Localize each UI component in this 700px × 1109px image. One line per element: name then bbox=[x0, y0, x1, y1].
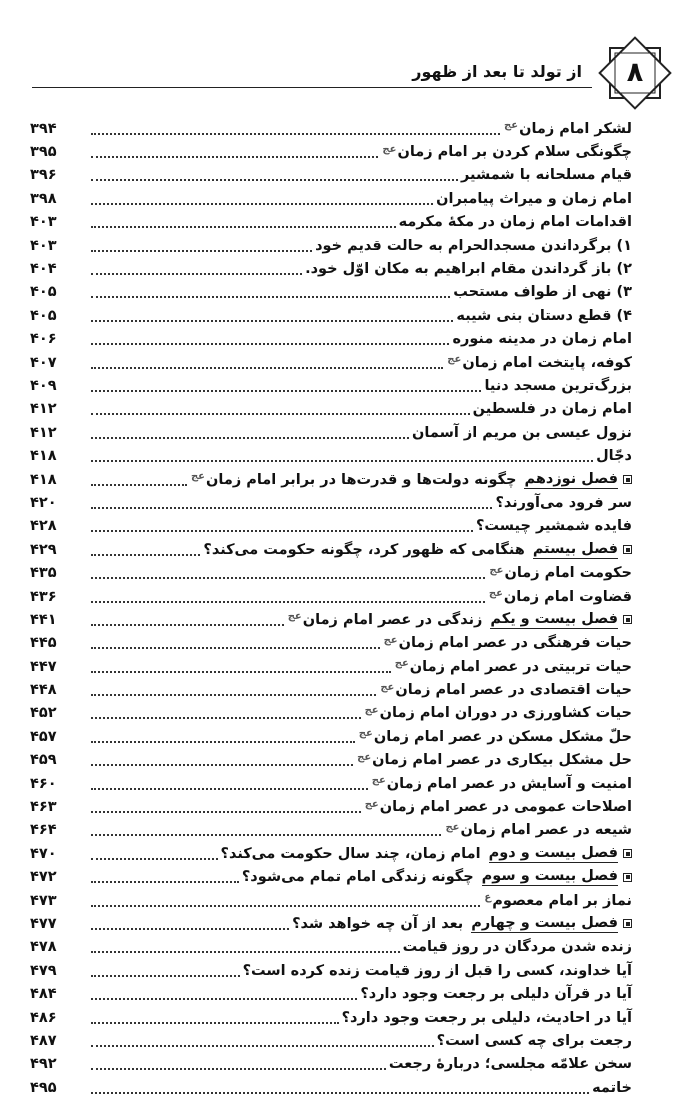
toc-row bbox=[30, 749, 632, 772]
toc-entry-title: حلّ مشکل مسکن در عصر امام زمان bbox=[373, 728, 632, 745]
toc-entry bbox=[292, 915, 632, 933]
dot-leader bbox=[91, 951, 400, 953]
toc-entry bbox=[488, 589, 632, 605]
honorific-mark: عج bbox=[357, 751, 372, 763]
toc-entry bbox=[484, 378, 632, 394]
honorific-mark: عج bbox=[445, 821, 460, 833]
toc-entry-title: امام زمان و میراث پیامبران bbox=[436, 190, 632, 207]
toc-row bbox=[30, 585, 632, 608]
toc-page-number: ۴۰۳ bbox=[30, 214, 57, 231]
toc-entry-title: سخن علامّه مجلسی؛ دربارهٔ رجعت bbox=[388, 1056, 632, 1073]
chapter-label: فصل نوزدهم bbox=[524, 470, 618, 487]
dot-leader bbox=[91, 133, 500, 135]
toc-entry-title: امام زمان در فلسطین bbox=[472, 401, 632, 418]
toc-page-number: ۳۹۴ bbox=[30, 120, 57, 137]
honorific-mark: عج bbox=[382, 143, 397, 155]
toc-entry bbox=[394, 659, 632, 675]
toc-page-number: ۴۱۸ bbox=[30, 448, 57, 465]
toc-entry-title: لشکر امام زمان bbox=[519, 120, 632, 137]
toc-entry bbox=[452, 331, 632, 347]
toc-entry-title: زنده شدن مردگان در روز قیامت bbox=[402, 939, 632, 956]
toc-entry bbox=[403, 939, 632, 955]
toc-chapter-row bbox=[30, 538, 632, 561]
toc-entry-title: رجعت برای چه کسی است؟ bbox=[436, 1032, 632, 1049]
toc-entry bbox=[383, 635, 632, 651]
page-header bbox=[0, 0, 700, 110]
honorific-mark: عج bbox=[504, 120, 519, 132]
toc-entry bbox=[437, 1033, 632, 1049]
honorific-mark: ع bbox=[484, 892, 492, 904]
toc-page-number: ۴۶۴ bbox=[30, 822, 57, 839]
toc-page-number: ۴۵۹ bbox=[30, 752, 57, 769]
toc-entry-title: ۲) باز گرداندن مقام ابراهیم به مکان اوّل خود. bbox=[305, 261, 632, 278]
toc-page-number: ۳۹۸ bbox=[30, 190, 57, 207]
toc-entry-title: نماز بر امام معصوم bbox=[492, 892, 632, 909]
dot-leader bbox=[91, 577, 485, 579]
toc-entry bbox=[436, 191, 632, 207]
chapter-label: فصل بیستم bbox=[532, 540, 618, 557]
toc-entry bbox=[488, 565, 632, 581]
toc-chapter-row bbox=[30, 842, 632, 865]
dot-leader bbox=[91, 203, 433, 205]
toc-entry-title: ۳) نهی از طواف مستحب bbox=[453, 284, 632, 301]
toc-row bbox=[30, 117, 632, 140]
dot-leader bbox=[91, 788, 368, 790]
honorific-mark: عج bbox=[364, 798, 379, 810]
toc-entry-title: اقدامات امام زمان در مکهٔ مکرمه bbox=[398, 214, 632, 231]
toc-page-number: ۴۱۲ bbox=[30, 401, 57, 418]
honorific-mark: عج bbox=[358, 728, 373, 740]
toc-entry bbox=[456, 308, 632, 324]
toc-entry-title: حیات کشاورزی در دوران امام زمان bbox=[379, 705, 632, 722]
dot-leader bbox=[91, 296, 450, 298]
dot-leader bbox=[91, 250, 312, 252]
toc-entry-title: چگونگی سلام کردن بر امام زمان bbox=[397, 144, 632, 161]
toc-page-number: ۴۰۳ bbox=[30, 237, 57, 254]
toc-entry-title: حکومت امام زمان bbox=[504, 565, 632, 582]
toc-entry bbox=[364, 705, 632, 721]
toc-entry-title: بزرگ‌ترین مسجد دنیا bbox=[484, 377, 632, 394]
toc-entry-title: چگونه دولت‌ها و قدرت‌ها در برابر امام زمان bbox=[206, 471, 517, 488]
honorific-mark: عج bbox=[488, 588, 503, 599]
toc-page-number: ۴۸۴ bbox=[30, 986, 57, 1003]
dot-leader bbox=[91, 905, 480, 907]
dot-leader bbox=[91, 530, 473, 532]
dot-leader bbox=[91, 460, 593, 462]
toc-entry-title: چگونه زندگی امام تمام می‌شود؟ bbox=[241, 869, 474, 886]
toc-entry bbox=[379, 682, 632, 698]
toc-entry bbox=[399, 214, 632, 230]
dot-leader bbox=[91, 834, 441, 836]
toc-entry bbox=[503, 121, 632, 137]
toc-row bbox=[30, 678, 632, 701]
dot-leader bbox=[91, 881, 239, 883]
header-rule bbox=[32, 87, 592, 88]
chapter-square-icon bbox=[623, 849, 632, 858]
toc-entry-title: قضاوت امام زمان bbox=[503, 588, 632, 605]
chapter-label: فصل بیست و چهارم bbox=[471, 914, 618, 931]
toc-entry-title: زندگی در عصر امام زمان bbox=[302, 611, 483, 628]
toc-entry-title: آیا خداوند، کسی را قبل از روز قیامت زنده کرده است؟ bbox=[242, 962, 632, 979]
dot-leader bbox=[91, 624, 284, 626]
toc-entry bbox=[483, 893, 632, 909]
toc-entry-title: امام زمان، چند سال حکومت می‌کند؟ bbox=[220, 845, 481, 862]
toc-entry bbox=[596, 448, 632, 464]
toc-page-number: ۴۴۸ bbox=[30, 682, 57, 699]
dot-leader bbox=[91, 437, 409, 439]
toc-page-number: ۳۹۶ bbox=[30, 167, 57, 184]
toc-entry bbox=[242, 868, 632, 886]
toc-entry-title: آیا در احادیث، دلیلی بر رجعت وجود دارد؟ bbox=[341, 1009, 632, 1026]
dot-leader bbox=[91, 484, 187, 486]
toc-row bbox=[30, 328, 632, 351]
toc-entry bbox=[190, 471, 632, 489]
toc-entry bbox=[243, 963, 632, 979]
toc-page-number: ۴۰۵ bbox=[30, 284, 57, 301]
chapter-square-icon bbox=[623, 475, 632, 484]
toc-entry bbox=[364, 799, 632, 815]
toc-page-number: ۴۹۲ bbox=[30, 1056, 57, 1073]
toc-page-number: ۴۷۳ bbox=[30, 892, 57, 909]
toc-row bbox=[30, 515, 632, 538]
toc-page-number: ۴۰۷ bbox=[30, 354, 57, 371]
toc-entry bbox=[453, 284, 632, 300]
toc-row bbox=[30, 140, 632, 163]
toc-entry bbox=[360, 986, 632, 1002]
toc-chapter-row bbox=[30, 608, 632, 631]
toc-row bbox=[30, 982, 632, 1005]
toc-entry-title: امنیت و آسایش در عصر امام زمان bbox=[386, 775, 632, 792]
toc-entry bbox=[315, 238, 632, 254]
toc-page-number: ۴۶۰ bbox=[30, 775, 57, 792]
toc-entry bbox=[444, 822, 632, 838]
toc-page-number: ۴۸۷ bbox=[30, 1032, 57, 1049]
toc-entry-title: دجّال bbox=[596, 448, 632, 465]
dot-leader bbox=[91, 694, 376, 696]
toc-entry bbox=[476, 518, 632, 534]
dot-leader bbox=[91, 975, 240, 977]
toc-page-number: ۴۵۷ bbox=[30, 728, 57, 745]
honorific-mark: عج bbox=[287, 611, 302, 623]
toc-row bbox=[30, 234, 632, 257]
toc-entry bbox=[592, 1080, 632, 1096]
dot-leader bbox=[91, 928, 289, 930]
dot-leader bbox=[91, 811, 361, 813]
toc-page-number: ۴۰۴ bbox=[30, 261, 57, 278]
toc-row bbox=[30, 1029, 632, 1052]
toc-page-number: ۴۳۶ bbox=[30, 588, 57, 605]
toc-entry-title: شیعه در عصر امام زمان bbox=[460, 822, 632, 839]
dot-leader bbox=[91, 320, 453, 322]
toc-entry-title: قیام مسلحانه با شمشیر bbox=[461, 167, 632, 184]
toc-row bbox=[30, 561, 632, 584]
toc-page-number: ۴۷۷ bbox=[30, 915, 57, 932]
toc-page-number: ۴۵۲ bbox=[30, 705, 57, 722]
toc-entry-title: سر فرود می‌آورند؟ bbox=[495, 494, 632, 511]
page-number: ۸ bbox=[626, 57, 644, 88]
chapter-square-icon bbox=[623, 873, 632, 882]
toc-entry-title: حیات تربیتی در عصر امام زمان bbox=[409, 658, 632, 675]
dot-leader bbox=[91, 507, 492, 509]
toc-row bbox=[30, 772, 632, 795]
toc-entry bbox=[461, 167, 632, 183]
dot-leader bbox=[91, 601, 485, 603]
toc-page-number: ۴۷۸ bbox=[30, 939, 57, 956]
toc-entry bbox=[221, 845, 632, 863]
honorific-mark: عج bbox=[371, 775, 386, 787]
dot-leader bbox=[91, 413, 470, 415]
dot-leader bbox=[91, 273, 302, 275]
toc-entry bbox=[381, 144, 632, 160]
running-title: از تولد تا بعد از ظهور bbox=[412, 62, 582, 81]
toc-row bbox=[30, 257, 632, 280]
dot-leader bbox=[91, 671, 391, 673]
dot-leader bbox=[91, 226, 396, 228]
honorific-mark: عج bbox=[380, 681, 395, 693]
dot-leader bbox=[91, 343, 449, 345]
toc-page-number: ۴۲۹ bbox=[30, 541, 57, 558]
toc-row bbox=[30, 632, 632, 655]
toc-row bbox=[30, 398, 632, 421]
toc-row bbox=[30, 374, 632, 397]
toc-page-number: ۴۰۵ bbox=[30, 307, 57, 324]
dot-leader bbox=[91, 647, 380, 649]
toc-row bbox=[30, 725, 632, 748]
chapter-label: فصل بیست و سوم bbox=[481, 868, 618, 885]
dot-leader bbox=[91, 741, 355, 743]
toc-chapter-row bbox=[30, 866, 632, 889]
honorific-mark: عج bbox=[383, 634, 398, 646]
dot-leader bbox=[91, 998, 357, 1000]
honorific-mark: عج bbox=[447, 354, 462, 366]
toc-row bbox=[30, 211, 632, 234]
toc-page-number: ۴۰۹ bbox=[30, 377, 57, 394]
toc-entry-title: ۴) قطع دستان بنی شیبه bbox=[456, 307, 632, 324]
toc-entry bbox=[342, 1010, 632, 1026]
toc-entry-title: اصلاحات عمومی در عصر امام زمان bbox=[379, 799, 632, 816]
honorific-mark: عج bbox=[364, 704, 379, 716]
dot-leader bbox=[91, 764, 353, 766]
toc-chapter-row bbox=[30, 912, 632, 935]
toc-row bbox=[30, 444, 632, 467]
toc-entry-title: هنگامی که ظهور کرد، چگونه حکومت می‌کند؟ bbox=[203, 541, 525, 558]
toc-row bbox=[30, 1053, 632, 1076]
dot-leader bbox=[91, 1068, 386, 1070]
toc-page-number: ۴۴۱ bbox=[30, 611, 57, 628]
toc-entry bbox=[305, 261, 632, 277]
toc-row bbox=[30, 187, 632, 210]
toc-row bbox=[30, 795, 632, 818]
dot-leader bbox=[91, 1045, 434, 1047]
dot-leader bbox=[91, 367, 443, 369]
toc-page-number: ۴۷۲ bbox=[30, 869, 57, 886]
toc-page-number: ۴۸۶ bbox=[30, 1009, 57, 1026]
toc-chapter-row bbox=[30, 468, 632, 491]
toc-entry-title: امام زمان در مدینه منوره bbox=[452, 331, 632, 348]
toc-page-number: ۴۷۰ bbox=[30, 845, 57, 862]
toc-entry-title: آیا در قرآن دلیلی بر رجعت وجود دارد؟ bbox=[360, 986, 632, 1003]
toc-row bbox=[30, 889, 632, 912]
toc-row bbox=[30, 1006, 632, 1029]
toc-page-number: ۴۴۵ bbox=[30, 635, 57, 652]
toc-row bbox=[30, 655, 632, 678]
toc-row bbox=[30, 959, 632, 982]
chapter-label: فصل بیست و دوم bbox=[488, 844, 618, 861]
table-of-contents bbox=[30, 117, 632, 1099]
toc-entry-title: حیات فرهنگی در عصر امام زمان bbox=[398, 635, 632, 652]
dot-leader bbox=[91, 179, 458, 181]
toc-row bbox=[30, 164, 632, 187]
toc-page-number: ۴۷۹ bbox=[30, 962, 57, 979]
toc-entry bbox=[412, 425, 632, 441]
honorific-mark: عج bbox=[489, 564, 504, 576]
dot-leader bbox=[91, 390, 481, 392]
honorific-mark: عج bbox=[190, 471, 206, 483]
toc-entry bbox=[287, 611, 632, 629]
toc-page-number: ۴۰۶ bbox=[30, 331, 57, 348]
dot-leader bbox=[91, 858, 218, 860]
toc-entry-title: ۱) برگرداندن مسجدالحرام به حالت قدیم خود bbox=[315, 237, 632, 254]
toc-page-number: ۴۶۳ bbox=[30, 799, 57, 816]
toc-entry bbox=[389, 1056, 632, 1072]
toc-page-number: ۳۹۵ bbox=[30, 144, 57, 161]
chapter-square-icon bbox=[623, 615, 632, 624]
toc-entry bbox=[495, 495, 632, 511]
dot-leader bbox=[91, 717, 361, 719]
toc-page-number: ۴۹۵ bbox=[30, 1079, 57, 1096]
toc-entry-title: کوفه، پایتخت امام زمان bbox=[462, 354, 632, 371]
toc-entry bbox=[371, 776, 632, 792]
honorific-mark: عج bbox=[394, 658, 409, 670]
toc-row bbox=[30, 1076, 632, 1099]
dot-leader bbox=[91, 1022, 339, 1024]
toc-entry-title: حل مشکل بیکاری در عصر امام زمان bbox=[372, 752, 632, 769]
toc-row bbox=[30, 819, 632, 842]
toc-row bbox=[30, 491, 632, 514]
chapter-square-icon bbox=[623, 545, 632, 554]
toc-page-number: ۴۱۲ bbox=[30, 424, 57, 441]
toc-entry-title: بعد از آن چه خواهد شد؟ bbox=[292, 915, 464, 932]
toc-row bbox=[30, 702, 632, 725]
toc-entry bbox=[446, 355, 632, 371]
toc-row bbox=[30, 936, 632, 959]
toc-entry bbox=[356, 752, 632, 768]
toc-page-number: ۴۳۵ bbox=[30, 565, 57, 582]
toc-row bbox=[30, 421, 632, 444]
toc-entry bbox=[473, 401, 632, 417]
toc-entry-title: حیات اقتصادی در عصر امام زمان bbox=[395, 682, 632, 699]
toc-page-number: ۴۲۰ bbox=[30, 494, 57, 511]
toc-row bbox=[30, 281, 632, 304]
toc-page-number: ۴۲۸ bbox=[30, 518, 57, 535]
toc-entry-title: نزول عیسی بن مریم از آسمان bbox=[412, 424, 632, 441]
toc-page-number: ۴۴۷ bbox=[30, 658, 57, 675]
chapter-label: فصل بیست و یکم bbox=[490, 610, 618, 627]
toc-entry bbox=[358, 729, 632, 745]
toc-page-number: ۴۱۸ bbox=[30, 471, 57, 488]
toc-entry-title: خاتمه bbox=[592, 1079, 632, 1096]
dot-leader bbox=[91, 554, 200, 556]
toc-row bbox=[30, 304, 632, 327]
toc-row bbox=[30, 351, 632, 374]
toc-entry bbox=[203, 541, 632, 559]
dot-leader bbox=[91, 156, 378, 158]
toc-entry-title: فایده شمشیر چیست؟ bbox=[476, 518, 632, 535]
dot-leader bbox=[91, 1092, 589, 1094]
chapter-square-icon bbox=[623, 919, 632, 928]
